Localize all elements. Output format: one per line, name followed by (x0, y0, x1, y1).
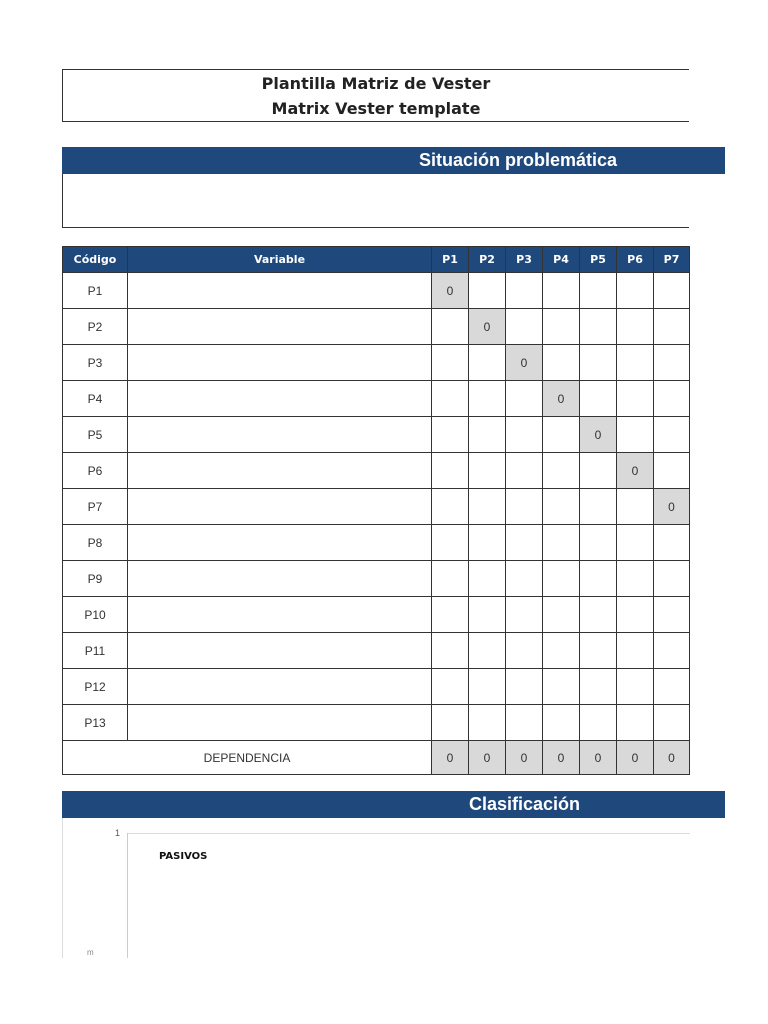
matrix-cell[interactable] (580, 345, 617, 381)
matrix-cell[interactable] (580, 273, 617, 309)
table-row (63, 381, 690, 417)
matrix-cell[interactable] (580, 525, 617, 561)
table-row (63, 669, 690, 705)
matrix-cell[interactable] (580, 561, 617, 597)
dependence-value: 0 (543, 741, 580, 775)
matrix-cell[interactable] (432, 597, 469, 633)
header-variable: Variable (128, 247, 432, 273)
title-box (62, 69, 689, 122)
variable-cell[interactable] (128, 417, 432, 453)
matrix-cell[interactable] (580, 633, 617, 669)
matrix-cell[interactable] (432, 561, 469, 597)
matrix-cell[interactable] (469, 669, 506, 705)
matrix-cell[interactable] (580, 489, 617, 525)
variable-cell[interactable] (128, 705, 432, 741)
variable-cell[interactable] (128, 561, 432, 597)
dependence-value: 0 (617, 741, 654, 775)
matrix-cell[interactable] (543, 417, 580, 453)
chart-y-axis (127, 833, 128, 958)
matrix-cell[interactable] (617, 669, 654, 705)
matrix-cell[interactable] (432, 417, 469, 453)
matrix-cell[interactable] (654, 597, 690, 633)
matrix-cell[interactable] (617, 417, 654, 453)
matrix-cell[interactable] (654, 561, 690, 597)
y-tick-top: 1 (115, 828, 121, 838)
matrix-cell[interactable] (432, 705, 469, 741)
code-cell: P6 (63, 453, 128, 489)
matrix-cell[interactable] (617, 381, 654, 417)
code-cell: P3 (63, 345, 128, 381)
matrix-cell[interactable]: 0 (543, 381, 580, 417)
matrix-cell[interactable] (543, 633, 580, 669)
matrix-cell[interactable] (432, 633, 469, 669)
table-row (63, 273, 690, 309)
matrix-cell[interactable] (432, 345, 469, 381)
matrix-cell[interactable] (617, 597, 654, 633)
matrix-cell[interactable] (543, 273, 580, 309)
quadrant-label-pasivos: PASIVOS (159, 851, 208, 862)
code-cell: P7 (63, 489, 128, 525)
matrix-cell[interactable] (543, 489, 580, 525)
table-row (63, 597, 690, 633)
matrix-cell[interactable] (469, 525, 506, 561)
matrix-cell[interactable] (580, 705, 617, 741)
code-cell: P11 (63, 633, 128, 669)
matrix-cell[interactable] (506, 633, 543, 669)
code-cell: P12 (63, 669, 128, 705)
matrix-cell[interactable] (617, 705, 654, 741)
matrix-cell[interactable] (617, 633, 654, 669)
matrix-cell[interactable]: 0 (654, 489, 690, 525)
header-p6: P6 (617, 247, 654, 273)
matrix-cell[interactable] (580, 453, 617, 489)
table-row (63, 705, 690, 741)
matrix-cell[interactable] (580, 309, 617, 345)
dependence-label: DEPENDENCIA (63, 741, 432, 775)
matrix-header-row (63, 247, 690, 273)
matrix-cell[interactable] (543, 309, 580, 345)
variable-cell[interactable] (128, 633, 432, 669)
header-p7: P7 (654, 247, 690, 273)
matrix-cell[interactable] (654, 705, 690, 741)
variable-cell[interactable] (128, 597, 432, 633)
matrix-cell[interactable]: 0 (617, 453, 654, 489)
matrix-cell[interactable] (469, 489, 506, 525)
header-codigo: Código (63, 247, 128, 273)
code-cell: P10 (63, 597, 128, 633)
table-row (63, 453, 690, 489)
matrix-cell[interactable] (506, 489, 543, 525)
matrix-cell[interactable] (506, 417, 543, 453)
matrix-cell[interactable] (432, 309, 469, 345)
chart-gridline (127, 833, 690, 834)
matrix-cell[interactable] (580, 669, 617, 705)
table-row (63, 561, 690, 597)
code-cell: P1 (63, 273, 128, 309)
variable-cell[interactable] (128, 345, 432, 381)
code-cell: P9 (63, 561, 128, 597)
code-cell: P4 (63, 381, 128, 417)
header-p4: P4 (543, 247, 580, 273)
matrix-cell[interactable] (469, 417, 506, 453)
table-row (63, 633, 690, 669)
matrix-cell[interactable] (469, 273, 506, 309)
matrix-cell[interactable] (654, 417, 690, 453)
matrix-cell[interactable] (469, 345, 506, 381)
matrix-cell[interactable] (654, 669, 690, 705)
header-p1: P1 (432, 247, 469, 273)
matrix-cell[interactable] (543, 669, 580, 705)
dependence-row (63, 741, 690, 775)
table-row (63, 345, 690, 381)
matrix-cell[interactable] (432, 489, 469, 525)
vester-matrix-table (62, 246, 690, 775)
classification-section-header (62, 791, 725, 818)
matrix-cell[interactable] (469, 561, 506, 597)
matrix-cell[interactable] (506, 453, 543, 489)
matrix-cell[interactable] (654, 381, 690, 417)
matrix-cell[interactable] (617, 309, 654, 345)
table-row (63, 525, 690, 561)
problem-section-title: Situación problemática (419, 150, 618, 170)
classification-title: Clasificación (469, 794, 581, 814)
matrix-cell[interactable] (617, 489, 654, 525)
variable-cell[interactable] (128, 525, 432, 561)
code-cell: P13 (63, 705, 128, 741)
dependence-value: 0 (654, 741, 690, 775)
matrix-cell[interactable] (617, 345, 654, 381)
matrix-cell[interactable] (543, 525, 580, 561)
dependence-value: 0 (469, 741, 506, 775)
dependence-value: 0 (506, 741, 543, 775)
matrix-cell[interactable] (506, 309, 543, 345)
matrix-cell[interactable] (506, 381, 543, 417)
code-cell: P5 (63, 417, 128, 453)
matrix-cell[interactable] (506, 561, 543, 597)
variable-cell[interactable] (128, 309, 432, 345)
variable-cell[interactable] (128, 669, 432, 705)
matrix-cell[interactable] (506, 669, 543, 705)
variable-cell[interactable] (128, 453, 432, 489)
matrix-cell[interactable] (469, 453, 506, 489)
matrix-cell[interactable] (543, 453, 580, 489)
matrix-cell[interactable] (469, 597, 506, 633)
title-line-2: Matrix Vester template (271, 99, 481, 118)
table-row (63, 417, 690, 453)
y-tick-bottom: m (87, 948, 94, 957)
table-row (63, 309, 690, 345)
matrix-cell[interactable] (432, 669, 469, 705)
variable-cell[interactable] (128, 489, 432, 525)
matrix-cell[interactable]: 0 (469, 309, 506, 345)
matrix-cell[interactable] (543, 561, 580, 597)
matrix-cell[interactable] (506, 273, 543, 309)
matrix-cell[interactable] (617, 525, 654, 561)
header-p3: P3 (506, 247, 543, 273)
matrix-cell[interactable] (580, 597, 617, 633)
matrix-cell[interactable] (654, 309, 690, 345)
table-row (63, 489, 690, 525)
matrix-cell[interactable] (432, 381, 469, 417)
dependence-value: 0 (432, 741, 469, 775)
matrix-cell[interactable] (654, 525, 690, 561)
matrix-cell[interactable] (469, 381, 506, 417)
matrix-cell[interactable] (543, 597, 580, 633)
problem-description-box[interactable] (62, 174, 689, 228)
variable-cell[interactable] (128, 273, 432, 309)
problem-section-header (62, 147, 725, 174)
matrix-cell[interactable] (617, 273, 654, 309)
matrix-cell[interactable] (617, 561, 654, 597)
matrix-cell[interactable] (580, 381, 617, 417)
header-p2: P2 (469, 247, 506, 273)
matrix-cell[interactable] (506, 525, 543, 561)
matrix-cell[interactable] (432, 525, 469, 561)
matrix-cell[interactable] (506, 597, 543, 633)
matrix-body (63, 273, 690, 775)
matrix-cell[interactable]: 0 (580, 417, 617, 453)
classification-chart (62, 818, 689, 958)
variable-cell[interactable] (128, 381, 432, 417)
matrix-cell[interactable] (654, 633, 690, 669)
matrix-cell[interactable] (654, 345, 690, 381)
code-cell: P8 (63, 525, 128, 561)
dependence-value: 0 (580, 741, 617, 775)
code-cell: P2 (63, 309, 128, 345)
header-p5: P5 (580, 247, 617, 273)
title-line-1: Plantilla Matriz de Vester (261, 74, 491, 93)
matrix-cell[interactable] (543, 345, 580, 381)
matrix-cell[interactable] (469, 633, 506, 669)
matrix-cell[interactable] (654, 453, 690, 489)
matrix-cell[interactable] (432, 453, 469, 489)
matrix-cell[interactable]: 0 (432, 273, 469, 309)
matrix-cell[interactable] (506, 705, 543, 741)
matrix-cell[interactable] (543, 705, 580, 741)
matrix-cell[interactable] (469, 705, 506, 741)
matrix-cell[interactable] (654, 273, 690, 309)
matrix-cell[interactable]: 0 (506, 345, 543, 381)
